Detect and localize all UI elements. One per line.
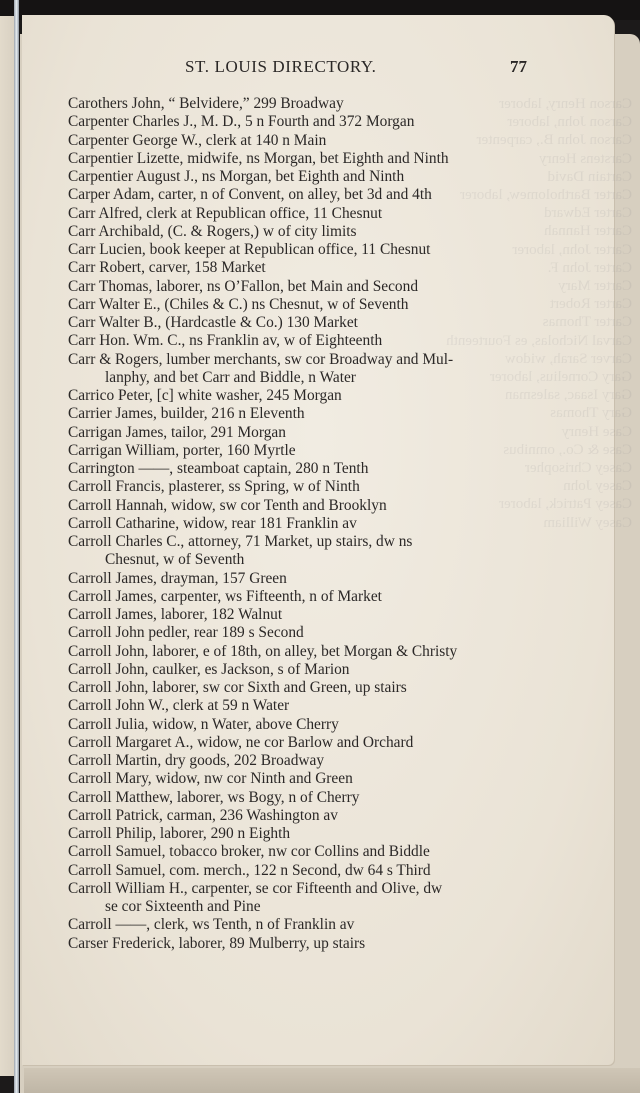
bleed-line: Carter Thomas	[542, 314, 632, 331]
entry-text: Carroll Margaret A., widow, ne cor Barlow and Orchard	[68, 733, 414, 751]
entry-text: Carroll James, carpenter, ws Fifteenth, n of Market	[68, 587, 382, 605]
entry-text: Carroll Matthew, laborer, ws Bogy, n of Cherry	[68, 788, 360, 806]
directory-entry	[68, 843, 548, 861]
directory-entry	[68, 515, 548, 533]
entry-text: Carpenter George W., clerk at 140 n Main	[68, 131, 327, 149]
book-binding-gutter	[14, 0, 19, 1093]
directory-entry	[68, 442, 548, 460]
directory-entry	[68, 643, 548, 661]
bleed-line: Gary Isaac, salesman	[504, 387, 632, 404]
bleed-line: Carter Bartholomew, laborer	[460, 187, 632, 204]
entry-text: Carroll Charles C., attorney, 71 Market, up stairs, dw ns	[68, 533, 413, 550]
bleed-line: Carter John, laborer	[512, 241, 632, 258]
directory-entry	[68, 223, 548, 241]
directory-entry	[68, 588, 548, 606]
directory-entry	[68, 661, 548, 679]
entry-continuation: Chesnut, w of Seventh	[105, 551, 245, 569]
directory-entry	[68, 405, 548, 423]
bleed-line: Carter John F.	[547, 259, 632, 276]
directory-entry	[68, 935, 548, 953]
entry-text: Carroll Martin, dry goods, 202 Broadway	[68, 752, 325, 769]
bleed-line: Carson John B., carpenter	[476, 132, 632, 149]
directory-entry	[68, 570, 548, 588]
entry-text: Carroll John W., clerk at 59 n Water	[68, 697, 290, 715]
bleed-line: Case Henry	[561, 423, 632, 440]
entry-continuation: se cor Sixteenth and Pine	[105, 898, 261, 915]
entry-text: Carroll Patrick, carman, 236 Washington av	[68, 806, 338, 824]
directory-entry	[68, 697, 548, 715]
entry-text: Carpentier August J., ns Morgan, bet Eighth and Ninth	[68, 168, 405, 185]
entry-text: Carr Alfred, clerk at Republican office, 11 Chesnut	[68, 204, 383, 222]
entry-text: Carrier James, builder, 216 n Eleventh	[68, 405, 305, 423]
entry-text: Carroll Julia, widow, n Water, above Cherry	[68, 715, 339, 733]
bleed-line: Casey William	[543, 514, 632, 531]
directory-entry	[68, 460, 548, 478]
entry-text: Carser Frederick, laborer, 89 Mulberry, up stairs	[68, 934, 366, 952]
bleed-line: Casey John	[563, 478, 632, 495]
directory-entry	[68, 770, 548, 788]
bleed-line: Carson Henry, laborer	[499, 96, 632, 112]
bleed-line: Cartain David	[547, 168, 632, 185]
directory-entry	[68, 789, 548, 807]
directory-entry	[68, 387, 548, 405]
entry-text: Carroll James, laborer, 182 Walnut	[68, 606, 283, 623]
directory-entry	[68, 332, 548, 350]
bleed-line: Carter Edward	[544, 205, 632, 222]
entry-text: Carrington ——, steamboat captain, 280 n Tenth	[68, 460, 369, 477]
directory-entries	[68, 95, 548, 953]
entry-text: Carroll John pedler, rear 189 s Second	[68, 624, 304, 642]
directory-entry	[68, 241, 548, 259]
directory-entry	[68, 807, 548, 825]
entry-text: Carroll Hannah, widow, sw cor Tenth and Brooklyn	[68, 496, 387, 514]
directory-entry	[68, 916, 548, 934]
entry-text: Carr Archibald, (C. & Rogers,) w of city limits	[68, 222, 357, 240]
entry-text: Carroll Samuel, com. merch., 122 n Second, dw 64 s Third	[68, 861, 431, 879]
directory-entry	[68, 624, 548, 642]
bleed-line: Carver Sarah, widow	[504, 350, 632, 367]
bleed-line: Casey Chrisopher	[524, 460, 632, 477]
directory-entry	[68, 132, 548, 150]
bleed-line: Carson John, laborer	[507, 114, 632, 131]
directory-entry	[68, 862, 548, 880]
entry-text: Carpentier Lizette, midwife, ns Morgan, bet Eighth and Ninth	[68, 149, 449, 167]
directory-entry	[68, 497, 548, 515]
directory-entry	[68, 113, 548, 131]
directory-entry	[68, 186, 548, 204]
entry-text: Carpenter Charles J., M. D., 5 n Fourth and 372 Morgan	[68, 113, 415, 131]
bleed-line: Carval Nicholas, es Fourteenth	[446, 332, 632, 349]
entry-text: Carr Lucien, book keeper at Republican office, 11 Chesnut	[68, 241, 431, 258]
entry-text: Carroll John, caulker, es Jackson, s of Marion	[68, 660, 350, 678]
entry-text: Carothers John, “ Belvidere,” 299 Broadway	[68, 95, 344, 112]
bleed-line: Carstens Henry	[539, 150, 632, 167]
entry-text: Carr Walter B., (Hardcastle & Co.) 130 Market	[68, 314, 358, 331]
entry-text: Carrigan William, porter, 160 Myrtle	[68, 441, 296, 459]
bleed-line: Gary Thomas	[550, 405, 632, 422]
entry-text: Carrico Peter, [c] white washer, 245 Morgan	[68, 387, 342, 404]
bleed-line: Carter Mary	[558, 278, 632, 295]
entry-text: Carroll John, laborer, sw cor Sixth and Green, up stairs	[68, 679, 407, 696]
entry-text: Carroll William H., carpenter, se cor Fifteenth and Olive, dw	[68, 879, 443, 897]
bleed-line: Case & Co., omnibus	[503, 441, 632, 458]
entry-text: Carr Robert, carver, 158 Market	[68, 259, 266, 277]
directory-entry	[68, 424, 548, 442]
entry-continuation: lanphy, and bet Carr and Biddle, n Water	[105, 368, 356, 386]
entry-text: Carr Thomas, laborer, ns O’Fallon, bet Main and Second	[68, 277, 419, 295]
directory-entry	[68, 533, 548, 570]
directory-entry	[68, 278, 548, 296]
directory-entry	[68, 825, 548, 843]
entry-text: Carroll Samuel, tobacco broker, nw cor Collins and Biddle	[68, 843, 430, 861]
directory-entry	[68, 95, 548, 113]
directory-entry	[68, 150, 548, 168]
directory-entry	[68, 259, 548, 277]
left-page-edge	[0, 16, 14, 1076]
directory-entry	[68, 478, 548, 496]
bleed-line: Carter Hannah	[544, 223, 632, 240]
entry-text: Carroll ——, clerk, ws Tenth, n of Franklin av	[68, 916, 355, 934]
directory-entry	[68, 606, 548, 624]
entry-text: Carrigan James, tailor, 291 Morgan	[68, 423, 286, 441]
page-header	[0, 57, 640, 81]
entry-text: Carroll Philip, laborer, 290 n Eighth	[68, 825, 291, 842]
page-number: 77	[510, 57, 527, 76]
entry-text: Carroll Francis, plasterer, ss Spring, w of Ninth	[68, 478, 360, 496]
entry-text: Carper Adam, carter, n of Convent, on alley, bet 3d and 4th	[68, 186, 432, 204]
entry-text: Carr Hon. Wm. C., ns Franklin av, w of Eighteenth	[68, 332, 383, 350]
entry-text: Carroll James, drayman, 157 Green	[68, 569, 287, 587]
entry-text: Carroll Mary, widow, nw cor Ninth and Green	[68, 770, 353, 788]
entry-text: Carroll John, laborer, e of 18th, on alley, bet Morgan & Christy	[68, 642, 458, 660]
bleed-line: Casey Patrick, laborer	[499, 496, 632, 513]
directory-entry	[68, 716, 548, 734]
entry-text: Carr Walter E., (Chiles & C.) ns Chesnut, w of Seventh	[68, 295, 409, 313]
bleed-line: Gary Cornelius, laborer	[489, 369, 632, 386]
directory-entry	[68, 351, 548, 388]
directory-entry	[68, 752, 548, 770]
entry-text: Carr & Rogers, lumber merchants, sw cor Broadway and Mul-	[68, 350, 454, 368]
page-stack-edge	[24, 1068, 640, 1093]
directory-entry	[68, 205, 548, 223]
directory-entry	[68, 296, 548, 314]
directory-entry	[68, 880, 548, 917]
directory-entry	[68, 168, 548, 186]
directory-entry	[68, 679, 548, 697]
directory-entry	[68, 314, 548, 332]
entry-text: Carroll Catharine, widow, rear 181 Franklin av	[68, 514, 357, 532]
directory-entry	[68, 734, 548, 752]
running-title: ST. LOUIS DIRECTORY.	[185, 57, 377, 76]
bleed-line: Carter Robert	[549, 296, 632, 313]
